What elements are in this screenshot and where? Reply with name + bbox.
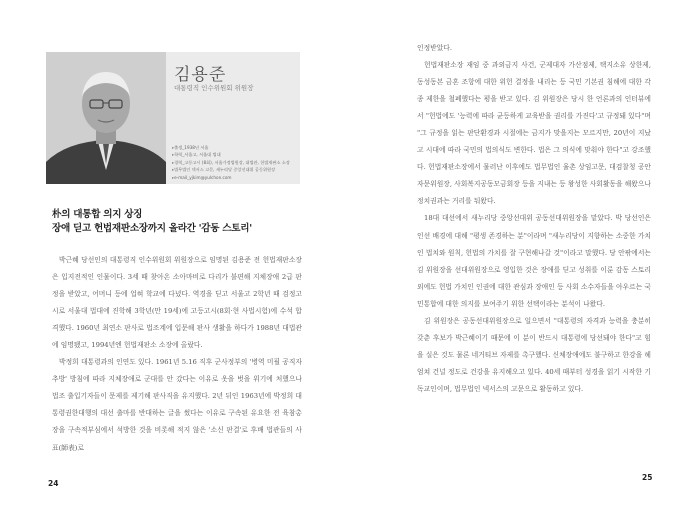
profile-name: 김용준 (174, 65, 227, 85)
page-number-right: 25 (642, 473, 653, 482)
profile-box (46, 52, 300, 184)
bio-item: ▸ e-mail_yjkim@yulchon.com (172, 174, 298, 181)
portrait-photo (46, 52, 166, 184)
bio-item: ▸ 법무법인 넥서스 고문, 새누리당 중앙선대위 공동위원장 (172, 166, 298, 173)
left-body-text (52, 252, 302, 457)
bio-item: ▸ 학력_서울고, 서울대 법대 (172, 151, 298, 158)
profile-bio-list (172, 144, 298, 181)
article-headline (52, 208, 252, 236)
paragraph: 박근혜 당선인의 대통령직 인수위원회 위원장으로 임명된 김용준 전 헌법재판소장은 입지전적인 인물이다. 3세 때 찾아온 소아마비로 다리가 불편해 지체장애 2급 판정을 받았고, 어머니 등에 업혀 학교에 다녔다. 역경을 딛고 서울고 2학년 때 검정고시로 서울대 법대에 진학해 3학년(만 19세)에 고등고시(8회·현 사법시험)에 수석 합격했다. 1960년 최연소 판사로 법조계에 입문해 판사 생활을 하다가 1988년 대법관에 임명됐고, 1994년엔 헌법재판소 소장에 올랐다. (52, 256, 302, 350)
person-portrait-icon (46, 52, 166, 184)
right-page (350, 0, 700, 510)
bio-item: ▸ 출생_1938년 서울 (172, 144, 298, 151)
bio-item: ▸ 경력_고등고시 (8회), 서울가정법원장, 대법관, 헌법재판소 소장 (172, 159, 298, 166)
paragraph: 18대 대선에서 새누리당 중앙선대위 공동선대위원장을 맡았다. 박 당선인은 인선 배경에 대해 "평생 존경하는 분"이라며 "새누리당이 지향하는 소중한 가치인 법치와 원칙, 헌법의 가치를 잘 구현해나갈 것"이라고 말했다. 당 안팎에서는 김 위원장을 선대위원장으로 영입한 것은 장애를 딛고 성취를 이룬 감동 스토리 외에도 헌법 가치인 인권에 대한 관심과 장애인 등 사회 소수자들을 아우르는 국민통합에 대한 의지를 보여주기 위한 선택이라는 분석이 나왔다. (417, 214, 651, 308)
paragraph: 헌법재판소장 재임 중 과외금지 사건, 군제대자 가산점제, 택지소유 상한제, 동성동본 금혼 조항에 대한 위헌 결정을 내리는 등 국민 기본권 침해에 대한 각종 제한을 철폐했다는 평을 받고 있다. 김 위원장은 당시 한 언론과의 인터뷰에서 "헌법에도 '능력에 따라 균등하게 교육받을 권리를 가진다'고 규정돼 있다"며 "그 규정을 읽는 판단환경과 시절에는 금지가 맞을지는 모르지만, 20년이 지났고 시대에 따라 국민의 법의식도 변한다. 법은 그 의식에 맞춰야 한다"고 강조했다. 헌법재판소장에서 물러난 이후에도 법무법인 율촌 상임고문, 대검찰청 공안자문위원장, 사회복지공동모금회장 등을 지내는 등 왕성한 사회활동을 해왔으나 정치권과는 거리를 둬왔다. (417, 61, 651, 206)
headline-line-2: 장애 딛고 헌법재판소장까지 올라간 '감동 스토리' (52, 223, 252, 234)
right-body-text (417, 40, 651, 398)
paragraph: 박정희 대통령과의 인연도 있다. 1961년 5.16 직후 군사정부의 '병역 미필 공직자 추방' 방침에 따라 지체장애로 군대를 안 갔다는 이유로 옷을 벗을 위기에 처했으나 법조 출입기자들이 문제를 제기해 판사직을 유지했다. 2년 뒤인 1963년에 박정희 대통령권한대행의 대선 출마를 반대하는 글을 썼다는 이유로 구속된 유요한 전 육참총장을 구속적부심에서 석방한 것을 비롯해 적지 않은 '소신 판결'로 후배 법관들의 사표(師表)로 (52, 358, 302, 452)
paragraph: 인정받았다. (417, 44, 452, 52)
headline-line-1: 朴의 대통합 의지 상징 (52, 209, 143, 220)
paragraph: 김 위원장은 공동선대위원장으로 일으면서 "대통령의 자격과 능력을 충분히 갖춘 후보가 박근혜이기 때문에 이 분이 반드시 대통령에 당선돼야 한다"고 힘을 실은 것도 물론 네거티브 자제를 촉구했다. 신체장애에도 불구하고 한강을 헤엄쳐 건널 정도로 건강을 유지해오고 있다. 40세 때부터 성경을 읽기 시작한 기독교인이며, 법무법인 넥서스의 고문으로 활동하고 있다. (417, 316, 651, 393)
profile-role: 대통령직 인수위원회 위원장 (174, 84, 254, 92)
page-number-left: 24 (48, 479, 59, 488)
